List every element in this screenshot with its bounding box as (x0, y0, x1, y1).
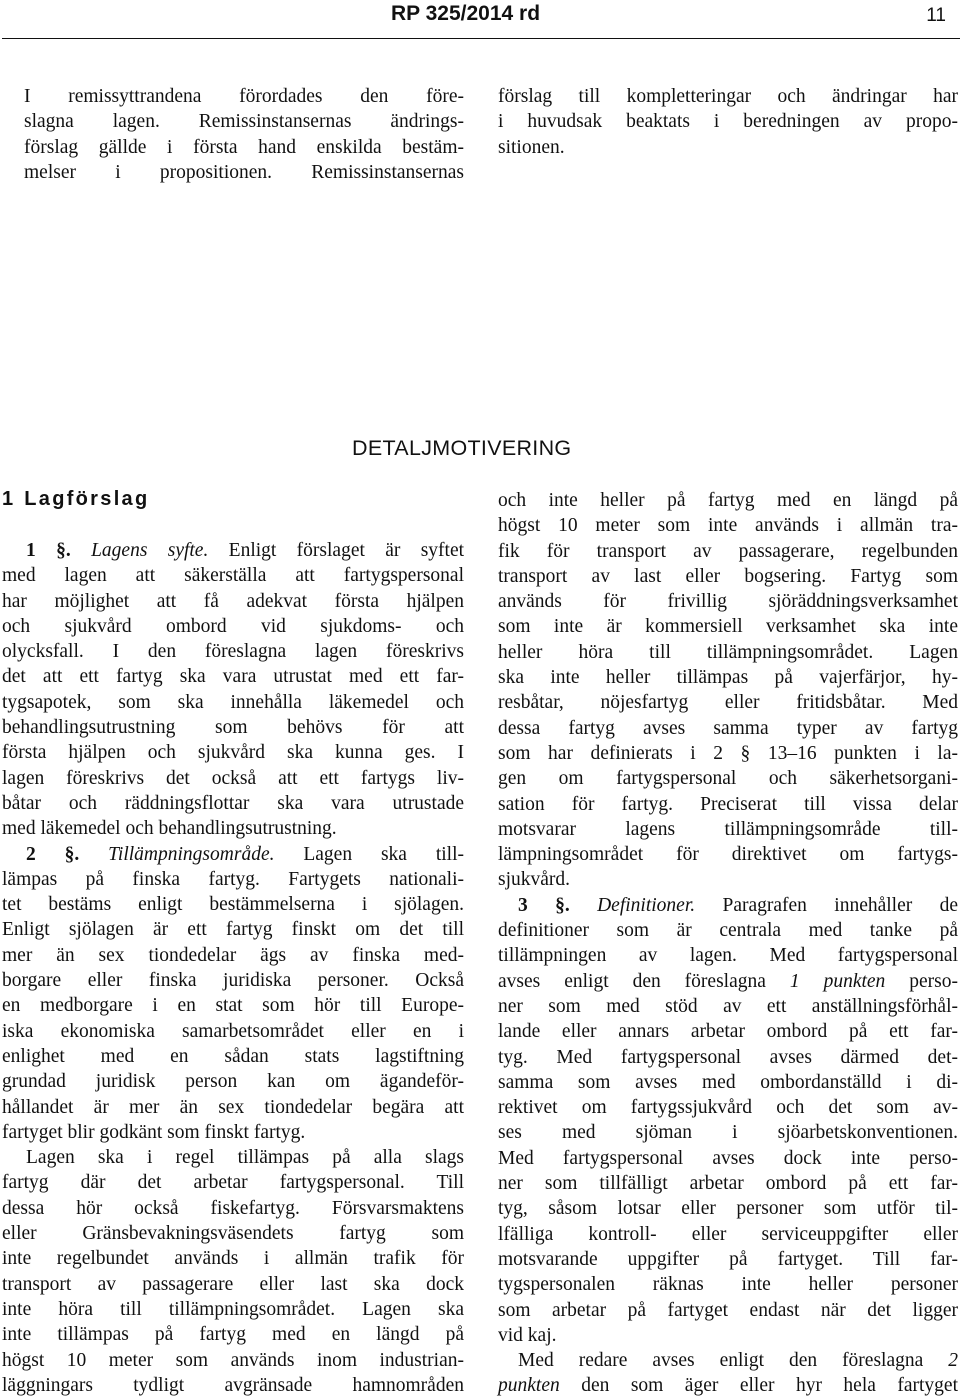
text-line: tyg, såsom lotsar eller personer som utför til- (498, 1198, 958, 1220)
section-title: Definitioner. (597, 894, 696, 916)
intro-left-column (24, 84, 464, 185)
text-line: högst 10 meter som används inom industrian- (2, 1349, 464, 1371)
text-line: lämpningsområdet för direktivet om fartygs- (498, 844, 958, 866)
text-line: melser i propositionen. Remissinstansernas (24, 161, 464, 183)
text-line: dessa fartyg avses samma typer av fartyg (498, 717, 958, 739)
section-number: 3 (518, 894, 528, 916)
text-line: och sjukvård ombord vid sjukdoms- och (2, 615, 464, 637)
text-line: en medborgare i en stat som hör till Europe- (2, 995, 464, 1017)
text-line: fik för transport av passagerare, regelbunden (498, 540, 958, 562)
text-line: vid kaj. (498, 1324, 557, 1346)
text-line: sitionen. (498, 136, 565, 158)
text-line: och inte heller på fartyg med en längd på (498, 490, 958, 511)
section-symbol: §. (555, 894, 570, 916)
text-line: transport av last eller bogsering. Fartyg som (498, 565, 958, 587)
text-fragment: perso- (885, 970, 959, 992)
section-3-first-line (498, 893, 958, 918)
header-rule (2, 38, 960, 39)
text-line: har möjlighet att få adekvat första hjälpen (2, 590, 464, 612)
intro-right-column (498, 84, 958, 160)
text-line: med läkemedel och behandlingsutrustning. (2, 818, 337, 840)
section-title: Tillämpningsområde. (108, 843, 275, 865)
section-symbol: §. (64, 843, 80, 865)
text-line: heller höra till tillämpningsområdet. Lagen (498, 641, 958, 663)
text-line: lande eller annars arbetar ombord på ett far- (498, 1021, 958, 1043)
text-line: inte regelbundet används i allmän trafik för (2, 1248, 464, 1270)
section-title: DETALJMOTIVERING (352, 436, 572, 460)
body-left-column (2, 538, 464, 1398)
section-symbol: §. (56, 540, 71, 561)
text-line: enlighet med en sådan stats lagstiftning (2, 1045, 464, 1067)
text-line: slagna lagen. Remissinstansernas ändrings- (24, 111, 464, 133)
text-line: som arbetar på fartyget endast när det ligger (498, 1299, 958, 1321)
page-header (0, 0, 960, 38)
text-line: används för frivillig sjöräddningsverksamhet (498, 591, 958, 613)
text-fragment: Enligt förslaget är syftet (208, 540, 465, 561)
text-fragment: avses enligt den föreslagna (498, 970, 790, 992)
text-line: högst 10 meter som inte används i allmän tra- (498, 515, 958, 537)
text-line: som har definierats i 2 § 13–16 punkten i la- (498, 742, 958, 764)
text-line: mer än sex tiondedelar ägs av finska med- (2, 944, 464, 966)
text-line: hållandet är mer än sex tiondedelar begära att (2, 1096, 464, 1118)
text-line: inte höra till tillämpningsområdet. Lagen ska (2, 1298, 464, 1320)
text-line: dessa hör också fiskefartyg. Försvarsmaktens (2, 1197, 464, 1219)
text-line: samma som avses med ombordanställd i di- (498, 1071, 958, 1093)
section-title: Lagens syfte. (91, 540, 209, 561)
text-line: rektivet om fartygssjukvård och det som av- (498, 1097, 958, 1119)
text-line (498, 969, 958, 994)
text-fragment: Lagen ska till- (274, 843, 465, 865)
text-line: inte tillämpas på fartyg med en längd på (2, 1324, 464, 1346)
text-line: Lagen ska i regel tillämpas på alla slags (26, 1147, 464, 1169)
text-line: definitioner som är centrala med tanke på (498, 920, 958, 942)
section-1-first-line (2, 538, 464, 563)
text-line: resbåtar, nöjesfartyg eller fritidsbåtar. Med (498, 692, 958, 714)
text-line: i huvudsak beaktats i beredningen av propo- (498, 111, 958, 133)
section-2-first-line (2, 842, 464, 867)
text-line: ner som tillfälligt arbetar ombord på ett far- (498, 1173, 958, 1195)
text-fragment: Med redare avses enligt den föreslagna (518, 1350, 949, 1372)
text-line: sjukvård. (498, 869, 571, 891)
body-right-column (498, 488, 958, 1399)
text-emphasis: punkten (498, 1375, 560, 1397)
text-line: med lagen att säkerställa att fartygspersonal (2, 565, 464, 587)
text-line (498, 1348, 958, 1373)
text-line: tygsapotek, som ska innehålla läkemedel och (2, 691, 464, 713)
text-line: båtar och räddningsflottar ska vara utrustade (2, 792, 464, 814)
text-line: motsvarar lagens tillämpningsområde till- (498, 818, 958, 840)
sub-heading-number: 1 (2, 488, 14, 510)
text-line: eller Gränsbevakningsväsendets fartyg som (2, 1223, 464, 1245)
text-line (498, 1373, 958, 1398)
text-line: tyg. Med fartygspersonal avses därmed det- (498, 1046, 958, 1068)
text-line: motsvarande uppgifter på fartyget. Till far- (498, 1248, 958, 1270)
text-emphasis: 1 punkten (789, 970, 886, 992)
sub-heading-title: Lagförslag (24, 488, 150, 510)
text-line: lämpas på finska fartyg. Fartygets nationali- (2, 868, 464, 890)
text-line: lagen föreskrivs det också att ett fartygs liv- (2, 767, 464, 789)
text-line: iska ekonomiska samarbetsområdet eller en i (2, 1020, 464, 1042)
text-line: tygspersonalen räknas inte heller personer (498, 1274, 958, 1296)
text-line: första hjälpen och sjukvård ska kunna ges. I (2, 742, 464, 764)
text-line: läggningars tydligt avgränsade hamnområden (2, 1374, 464, 1396)
text-line: ner som med stöd av ett anställningsförhål- (498, 995, 958, 1017)
sub-heading (2, 488, 150, 511)
text-emphasis: 2 (948, 1350, 958, 1372)
text-line: tet bestäms enligt bestämmelserna i sjölagen. (2, 894, 464, 916)
text-line: förslag gällde i första hand enskilda bestäm- (24, 136, 464, 158)
text-line: tillämpningen av lagen. Med fartygspersonal (498, 945, 958, 967)
text-line: gen om fartygspersonal och säkerhetsorgani- (498, 768, 958, 790)
text-line: fartyg där det arbetar fartygspersonal. Till (2, 1172, 464, 1194)
text-line: olycksfall. I den föreslagna lagen föreskrivs (2, 641, 464, 663)
document-id: RP 325/2014 rd (391, 2, 541, 25)
page-number: 11 (926, 5, 946, 26)
text-line: ska inte heller tillämpas på vajerfärjor, hy- (498, 667, 958, 689)
text-line: ses med sjöman i sjöarbetskonventionen. (498, 1122, 958, 1144)
text-line: det att ett fartyg ska vara utrustat med ett far- (2, 666, 464, 688)
text-line: Enligt sjölagen är ett fartyg finskt om det till (2, 919, 464, 941)
text-line: lfälliga kontroll- eller serviceuppgifter eller (498, 1223, 958, 1245)
text-fragment: Paragrafen innehåller de (695, 894, 959, 916)
text-line: sation för fartyg. Preciserat till vissa delar (498, 793, 958, 815)
text-line: som inte är kommersiell verksamhet ska inte (498, 616, 958, 638)
text-fragment: den som äger eller hyr hela fartyget (559, 1375, 958, 1397)
text-line: I remissyttrandena förordades den före- (24, 86, 464, 107)
text-line: borgare eller finska juridiska personer. Också (2, 970, 464, 992)
text-line: förslag till kompletteringar och ändringar har (498, 86, 958, 107)
text-line: behandlingsutrustning som behövs för att (2, 717, 464, 739)
text-line: Med fartygspersonal avses dock inte perso- (498, 1147, 958, 1169)
section-number: 1 (26, 540, 36, 561)
text-line: fartyget blir godkänt som finskt fartyg. (2, 1121, 306, 1143)
section-number: 2 (26, 843, 36, 865)
text-line: grundad juridisk person kan om ägandeför- (2, 1071, 464, 1093)
text-line: transport av passagerare eller last ska dock (2, 1273, 464, 1295)
